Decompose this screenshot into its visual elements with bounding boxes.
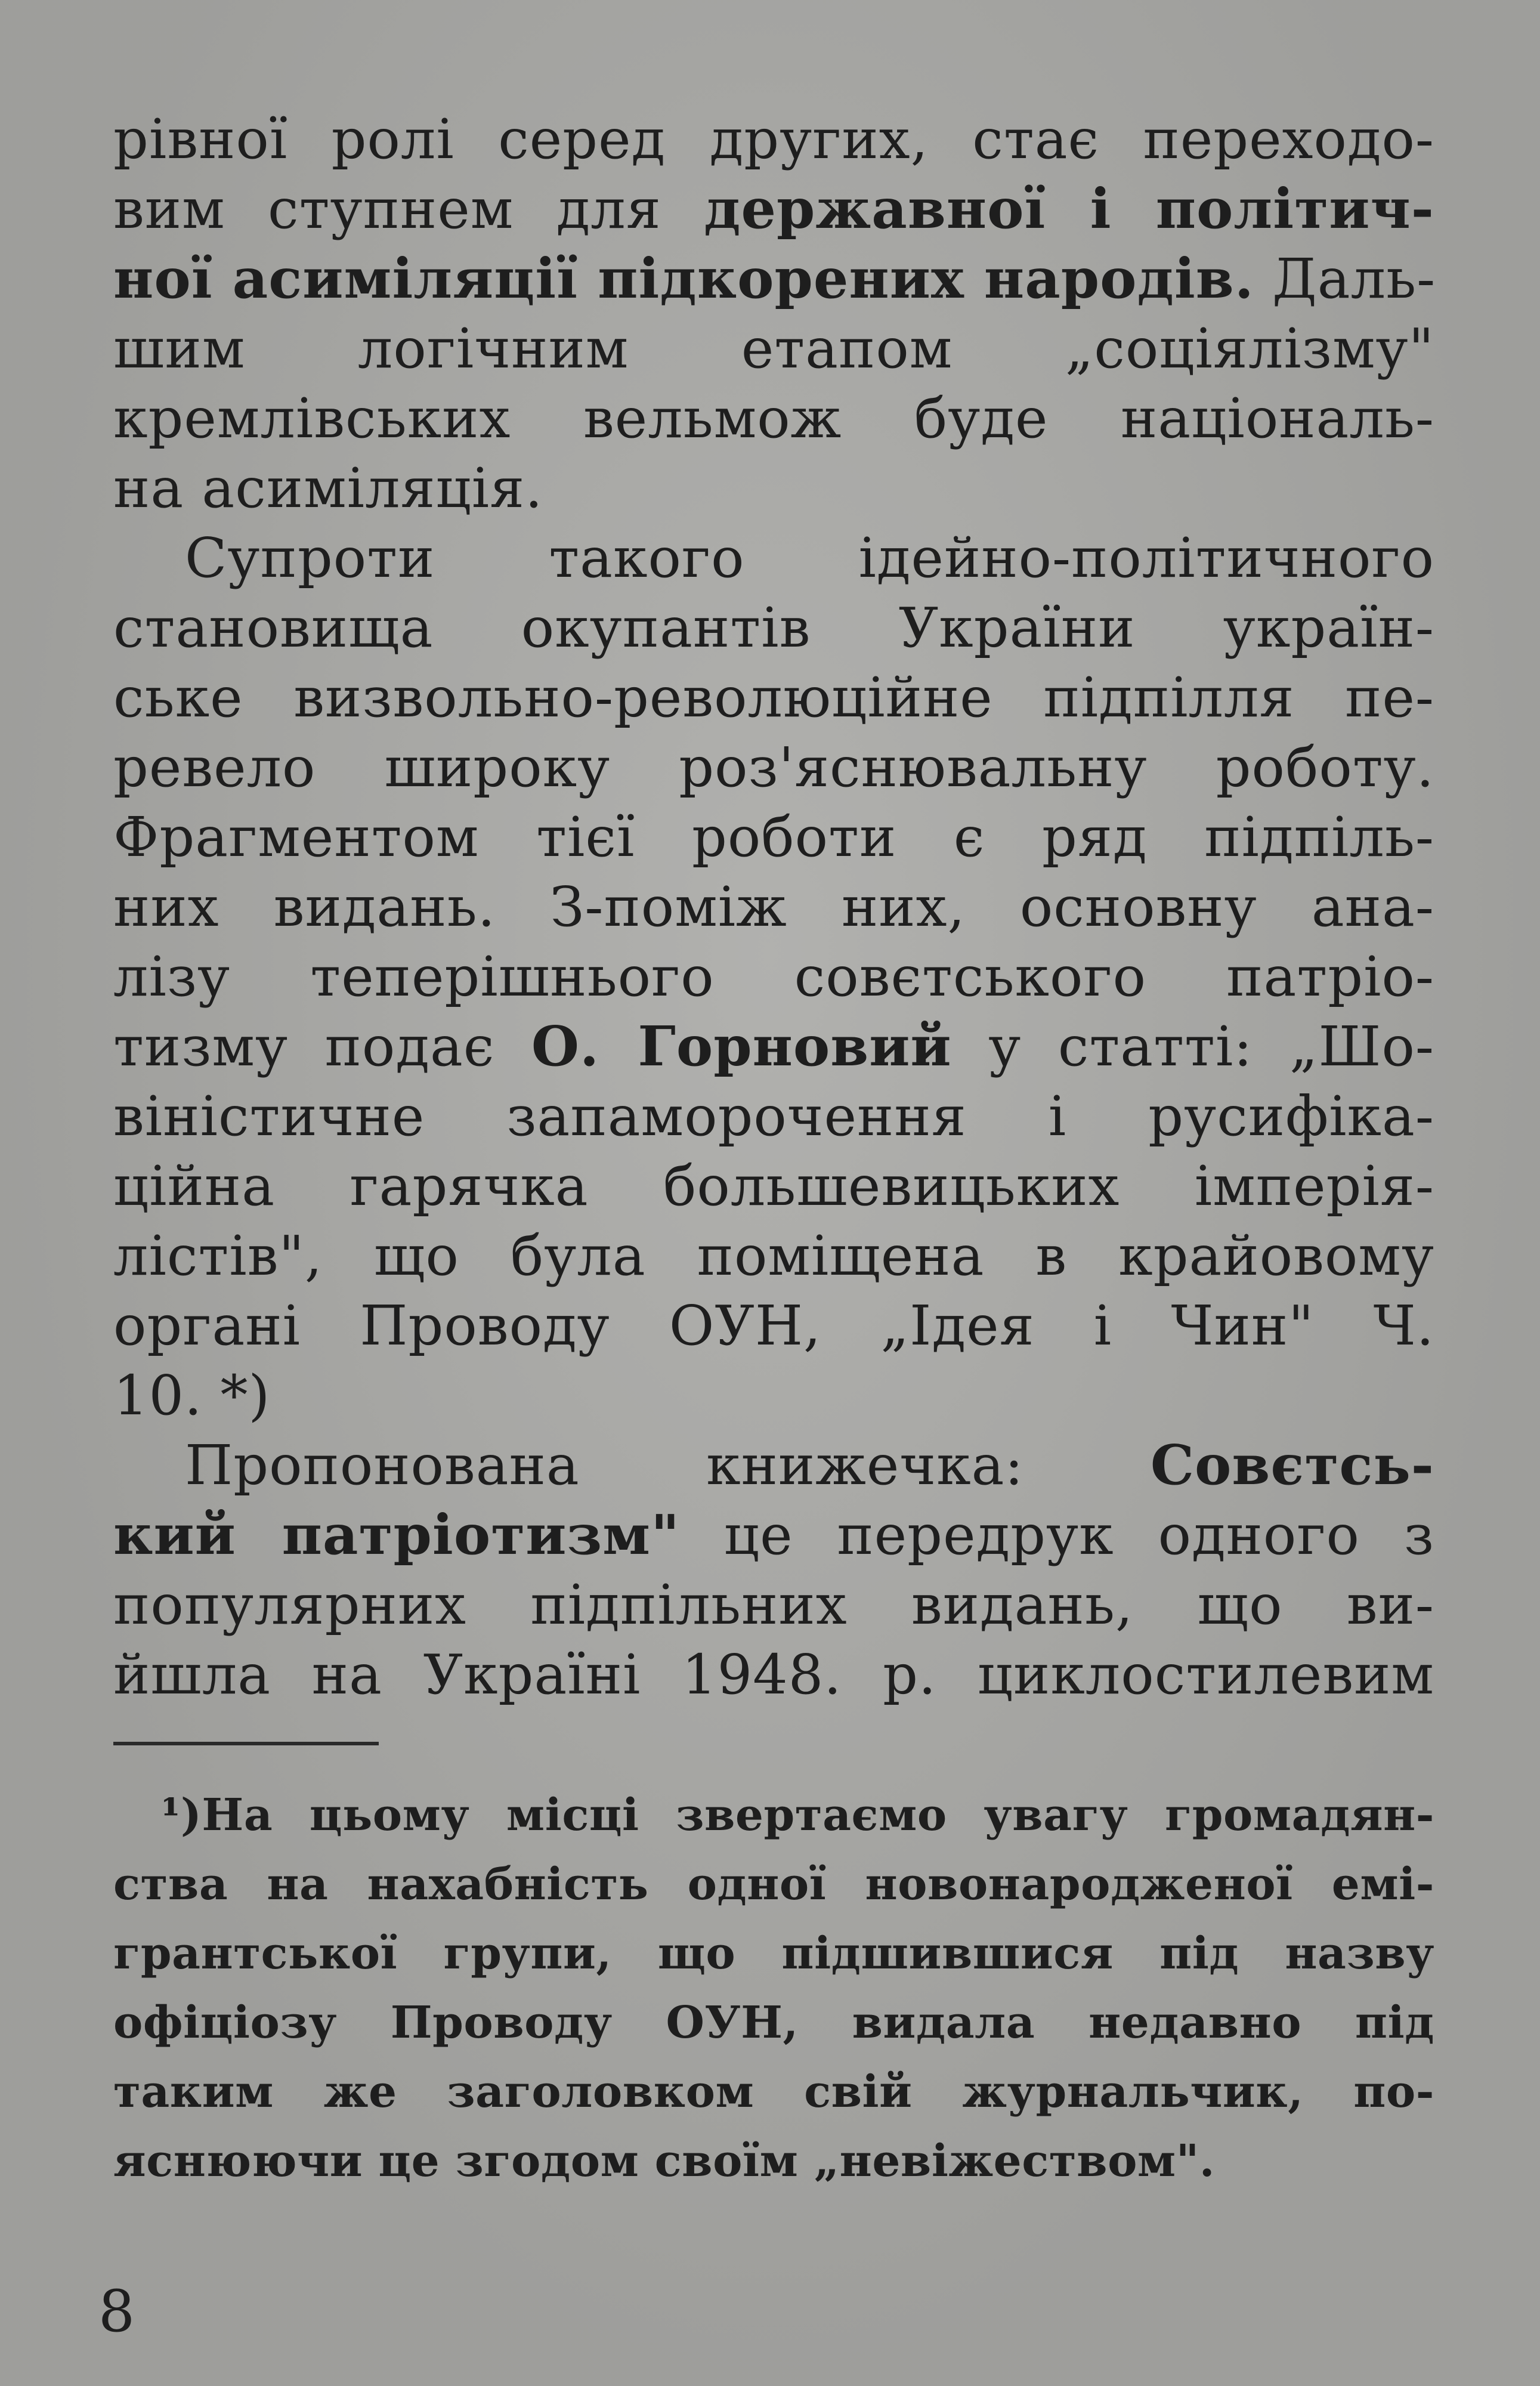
text-line: тизму подає О. Горновий у статті: „Шо- [113, 1014, 1434, 1078]
text-line: кремлівських вельмож буде національ- [113, 387, 1434, 450]
text-line: віністичне запаморочення і русифіка- [113, 1084, 1434, 1148]
bold-phrase: державної і політич- [704, 177, 1434, 241]
text-line: шим логічним етапом „соціялізму" [113, 317, 1434, 381]
text-line: вим ступнем для державної і політич- [113, 177, 1434, 241]
text-line: органі Проводу ОУН, „Ідея і Чин" Ч. [113, 1294, 1434, 1358]
text-line: Пропонована книжечка: Совєтсь- [185, 1433, 1434, 1497]
footnote-line: яснюючи це згодом своїм „невіжеством". [113, 2135, 1216, 2187]
text-line: ське визвольно-революційне підпілля пе- [113, 666, 1434, 730]
text-line: ційна гарячка большевицьких імперія- [113, 1154, 1434, 1218]
footnote [113, 1781, 1434, 2196]
footnote-line: офіціозу Проводу ОУН, видала недавно під [113, 1997, 1434, 2048]
text-line: популярних підпільних видань, що ви- [113, 1573, 1434, 1637]
footnote-line: грантської групи, що підшившися під назву [113, 1928, 1434, 1979]
text-line: ної асиміляції підкорених народів. Даль- [113, 246, 1436, 311]
text-line: лістів", що була поміщена в крайовому [113, 1224, 1434, 1288]
main-text [113, 104, 1434, 1710]
bold-phrase: ної асиміляції підкорених народів. [113, 246, 1254, 311]
bold-phrase: кий патріотизм" [113, 1503, 680, 1567]
footnote-line: ства на нахабність одної новонародженої емі- [113, 1859, 1434, 1910]
author-name: О. Горновий [531, 1014, 952, 1078]
text-line: йшла на Україні 1948. р. циклостилевим [113, 1643, 1434, 1707]
text-line: Супроти такого ідейно-політичного [185, 526, 1434, 590]
text-line: кий патріотизм" це передрук одного з [113, 1503, 1434, 1567]
footnote-line: ¹)На цьому місці звертаємо увагу громадян- [161, 1790, 1434, 1841]
text-line: Фрагментом тієї роботи є ряд підпіль- [113, 805, 1434, 869]
text-line: 10. *) [113, 1364, 271, 1427]
text-line: ревело широку роз'яснювальну роботу. [113, 735, 1434, 799]
footnote-line: таким же заголовком свій журнальчик, по- [113, 2066, 1434, 2118]
text-line: на асиміляція. [113, 456, 543, 520]
bold-phrase: Совєтсь- [1150, 1433, 1434, 1497]
text-line: лізу теперішнього совєтського патріо- [113, 945, 1434, 1009]
footnote-divider [113, 1742, 379, 1745]
page-number: 8 [98, 2278, 135, 2345]
text-line: них видань. З-поміж них, основну ана- [113, 875, 1434, 939]
text-line: рівної ролі серед других, стає переходо- [113, 107, 1434, 171]
text-line: становища окупантів України україн- [113, 596, 1434, 660]
